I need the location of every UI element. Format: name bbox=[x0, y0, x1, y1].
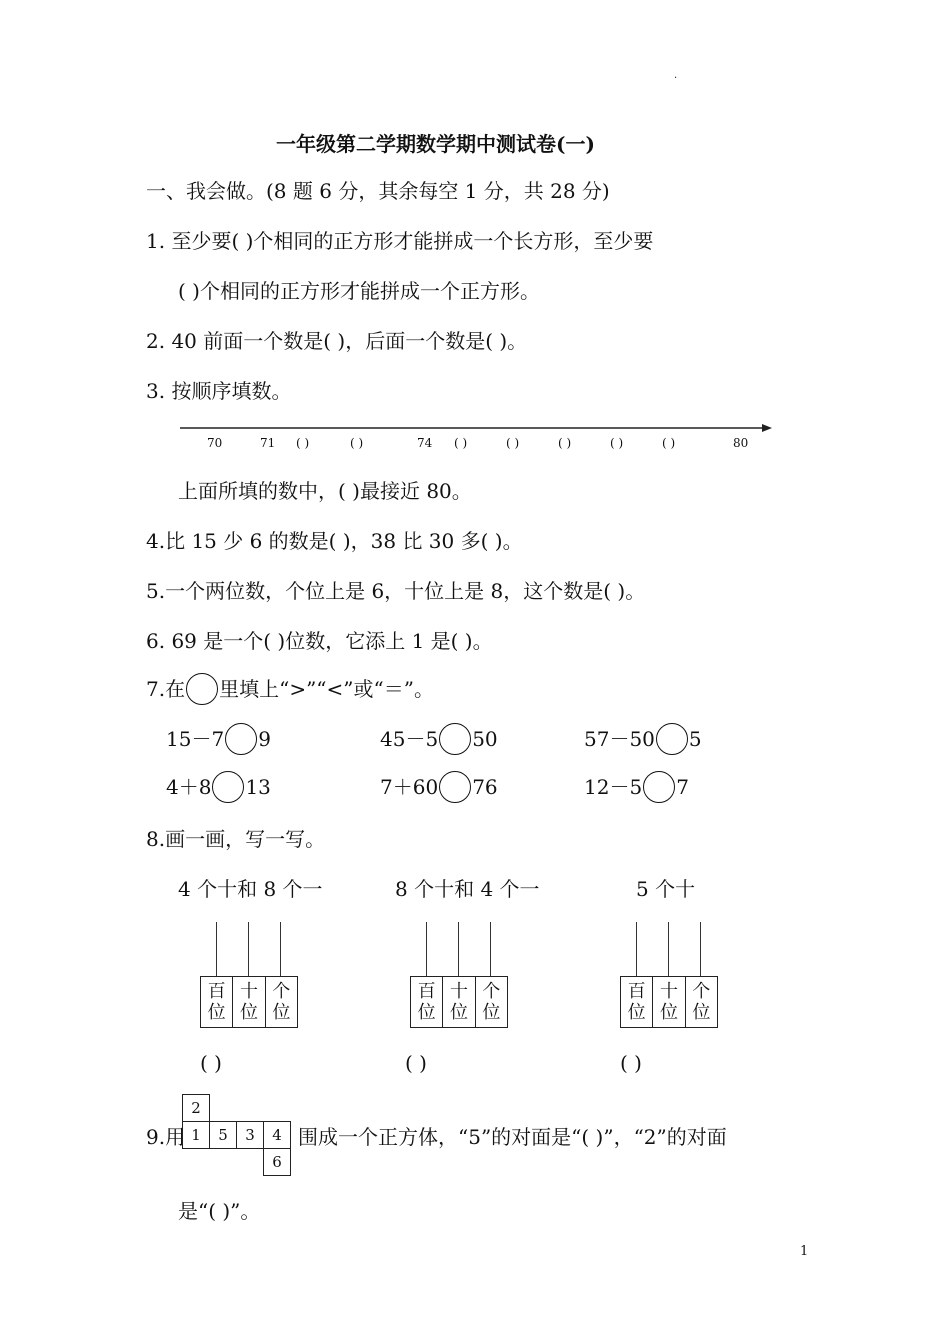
compare-item-4 bbox=[166, 770, 271, 804]
question-3: 3. 按顺序填数。 bbox=[146, 379, 292, 403]
compare-right: 13 bbox=[245, 775, 271, 799]
number-line-blank[interactable]: ( ) bbox=[662, 436, 676, 450]
place-ones bbox=[266, 977, 297, 1027]
abacus-rod bbox=[700, 922, 701, 976]
number-line-blank[interactable]: ( ) bbox=[506, 436, 520, 450]
number-line-label: 71 bbox=[260, 436, 276, 450]
place-label: 位 bbox=[627, 1002, 646, 1023]
question-4: 4.比 15 少 6 的数是( )，38 比 30 多( )。 bbox=[146, 529, 523, 553]
number-line-blank[interactable]: ( ) bbox=[558, 436, 572, 450]
question-1-line-1: 1. 至少要( )个相同的正方形才能拼成一个长方形，至少要 bbox=[146, 229, 654, 253]
abacus-base bbox=[410, 976, 508, 1028]
number-line-blank[interactable]: ( ) bbox=[296, 436, 310, 450]
place-tens bbox=[443, 977, 475, 1027]
compare-right: 5 bbox=[688, 727, 702, 751]
place-label: 百 bbox=[207, 981, 226, 1002]
question-6: 6. 69 是一个( )位数，它添上 1 是( )。 bbox=[146, 629, 493, 653]
compare-left: 45－5 bbox=[380, 727, 439, 751]
compare-answer-circle[interactable] bbox=[656, 723, 688, 755]
number-line-label: 74 bbox=[417, 436, 433, 450]
compare-answer-circle[interactable] bbox=[643, 771, 675, 803]
question-3-tail: 上面所填的数中，( )最接近 80。 bbox=[178, 479, 472, 503]
abacus-rod bbox=[216, 922, 217, 976]
compare-answer-circle[interactable] bbox=[439, 723, 471, 755]
compare-right: 7 bbox=[676, 775, 689, 799]
place-ones bbox=[476, 977, 507, 1027]
question-8: 8.画一画，写一写。 bbox=[146, 827, 326, 851]
number-line-blank[interactable]: ( ) bbox=[610, 436, 624, 450]
place-tens bbox=[653, 977, 685, 1027]
abacus-answer-1[interactable]: ( ) bbox=[200, 1051, 222, 1075]
place-label: 个 bbox=[272, 981, 291, 1002]
abacus-rod bbox=[636, 922, 637, 976]
header-dot: . bbox=[674, 70, 678, 81]
compare-item-5 bbox=[380, 770, 498, 804]
place-label: 十 bbox=[239, 981, 258, 1002]
abacus-base bbox=[620, 976, 718, 1028]
compare-left: 15－7 bbox=[166, 727, 225, 751]
blank-circle-icon bbox=[186, 673, 218, 705]
compare-answer-circle[interactable] bbox=[225, 723, 257, 755]
place-label: 位 bbox=[482, 1002, 501, 1023]
place-label: 位 bbox=[659, 1002, 678, 1023]
compare-answer-circle[interactable] bbox=[439, 771, 471, 803]
compare-right: 76 bbox=[472, 775, 498, 799]
place-label: 个 bbox=[692, 981, 711, 1002]
abacus-rod bbox=[458, 922, 459, 976]
place-label: 百 bbox=[627, 981, 646, 1002]
place-hundreds bbox=[201, 977, 233, 1027]
compare-item-3 bbox=[584, 722, 702, 756]
question-2: 2. 40 前面一个数是( )，后面一个数是( )。 bbox=[146, 329, 528, 353]
question-5: 5.一个两位数，个位上是 6，十位上是 8，这个数是( )。 bbox=[146, 579, 646, 603]
place-label: 位 bbox=[449, 1002, 468, 1023]
place-label: 位 bbox=[417, 1002, 436, 1023]
place-label: 十 bbox=[449, 981, 468, 1002]
question-7-suffix: 里填上“>”“<”或“＝”。 bbox=[219, 677, 434, 701]
place-label: 位 bbox=[272, 1002, 291, 1023]
place-label: 个 bbox=[482, 981, 501, 1002]
abacus-1[interactable] bbox=[200, 922, 298, 1070]
abacus-caption-3: 5 个十 bbox=[636, 877, 696, 901]
compare-left: 4＋8 bbox=[166, 775, 212, 799]
abacus-2[interactable] bbox=[410, 922, 508, 1070]
place-label: 位 bbox=[692, 1002, 711, 1023]
question-9-prefix: 9.用 bbox=[146, 1125, 186, 1149]
question-1-line-2: ( )个相同的正方形才能拼成一个正方形。 bbox=[178, 279, 540, 303]
place-label: 百 bbox=[417, 981, 436, 1002]
place-ones bbox=[686, 977, 717, 1027]
compare-left: 7＋60 bbox=[380, 775, 439, 799]
cube-face: 3 bbox=[236, 1121, 264, 1149]
abacus-base bbox=[200, 976, 298, 1028]
place-label: 位 bbox=[239, 1002, 258, 1023]
number-line-label: 80 bbox=[733, 436, 749, 450]
compare-item-1 bbox=[166, 722, 271, 756]
abacus-rod bbox=[426, 922, 427, 976]
number-line-blank[interactable]: ( ) bbox=[350, 436, 364, 450]
section-heading: 一、我会做。(8 题 6 分，其余每空 1 分，共 28 分) bbox=[146, 179, 610, 203]
abacus-answer-2[interactable]: ( ) bbox=[405, 1051, 427, 1075]
number-line-blank[interactable]: ( ) bbox=[454, 436, 468, 450]
abacus-rod bbox=[490, 922, 491, 976]
cube-face: 5 bbox=[209, 1121, 237, 1149]
place-hundreds bbox=[621, 977, 653, 1027]
compare-right: 9 bbox=[258, 727, 271, 751]
number-line-arrow bbox=[762, 424, 772, 432]
abacus-rod bbox=[248, 922, 249, 976]
cube-face: 1 bbox=[182, 1121, 210, 1149]
cube-face: 2 bbox=[182, 1094, 210, 1122]
question-9-suffix: 围成一个正方体，“5”的对面是“( )”，“2”的对面 bbox=[298, 1125, 727, 1149]
question-7-instruction bbox=[146, 672, 434, 706]
page-number: 1 bbox=[800, 1244, 809, 1259]
abacus-3[interactable] bbox=[620, 922, 718, 1070]
abacus-rod bbox=[668, 922, 669, 976]
number-line-label: 70 bbox=[207, 436, 223, 450]
compare-answer-circle[interactable] bbox=[212, 771, 244, 803]
compare-right: 50 bbox=[472, 727, 498, 751]
cube-face: 4 bbox=[263, 1121, 291, 1149]
compare-left: 57－50 bbox=[584, 727, 655, 751]
place-hundreds bbox=[411, 977, 443, 1027]
place-label: 十 bbox=[659, 981, 678, 1002]
place-tens bbox=[233, 977, 265, 1027]
place-label: 位 bbox=[207, 1002, 226, 1023]
question-7-prefix: 7.在 bbox=[146, 677, 186, 701]
question-9-line-2: 是“( )”。 bbox=[178, 1199, 261, 1223]
compare-left: 12－5 bbox=[584, 775, 643, 799]
compare-item-6 bbox=[584, 770, 689, 804]
abacus-answer-3[interactable]: ( ) bbox=[620, 1051, 642, 1075]
abacus-caption-2: 8 个十和 4 个一 bbox=[395, 877, 540, 901]
compare-item-2 bbox=[380, 722, 498, 756]
cube-face: 6 bbox=[263, 1148, 291, 1176]
abacus-rod bbox=[280, 922, 281, 976]
abacus-caption-1: 4 个十和 8 个一 bbox=[178, 877, 323, 901]
page-title: 一年级第二学期数学期中测试卷(一) bbox=[276, 132, 595, 156]
